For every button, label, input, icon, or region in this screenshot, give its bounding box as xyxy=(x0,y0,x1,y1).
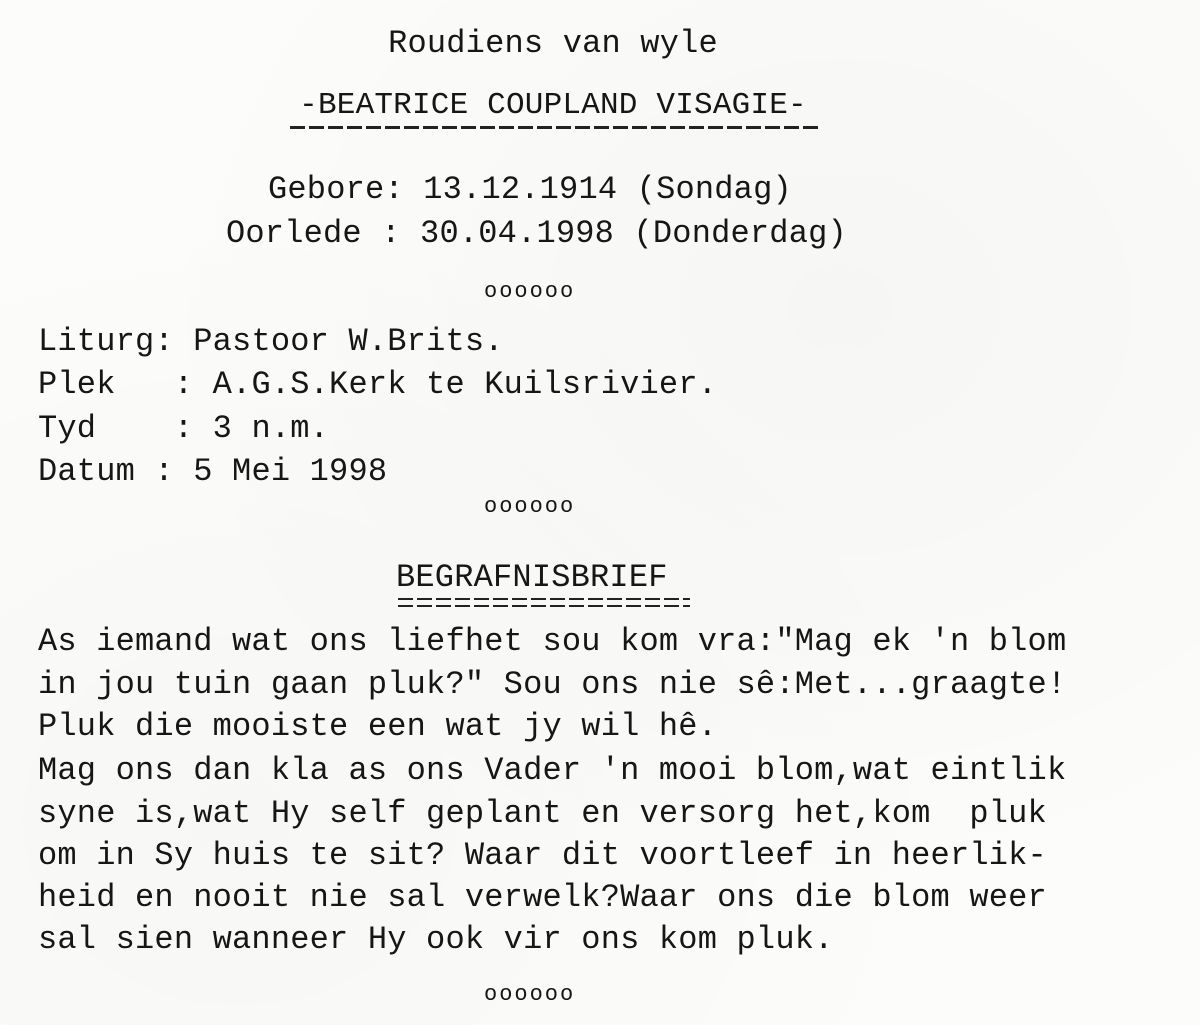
letter-line-8: sal sien wanneer Hy ook vir ons kom pluk. xyxy=(38,921,834,958)
time-value: 3 n.m. xyxy=(212,410,330,447)
died-value: 30.04.1998 (Donderdag) xyxy=(420,215,847,252)
died-label: Oorlede : xyxy=(226,215,401,252)
letter-line-2: in jou tuin gaan pluk?" Sou ons nie sê:Met...graagte! xyxy=(38,666,1067,703)
liturgist-label: Liturg: xyxy=(38,323,174,360)
service-row-place xyxy=(38,365,717,405)
died-row xyxy=(226,214,847,254)
born-label: Gebore: xyxy=(268,171,404,208)
service-row-liturgist xyxy=(38,322,504,362)
deceased-name: -BEATRICE COUPLAND VISAGIE- xyxy=(299,88,807,123)
name-underline xyxy=(290,126,820,129)
letter-line-3: Pluk die mooiste een wat jy wil hê. xyxy=(38,708,718,745)
born-row xyxy=(268,170,792,210)
letter-line-7: heid en nooit nie sal verwelk?Waar ons die blom weer xyxy=(38,879,1047,916)
place-value: A.G.S.Kerk te Kuilsrivier. xyxy=(212,366,718,403)
letter-line-5: syne is,wat Hy self geplant en versorg het,kom pluk xyxy=(38,795,1047,832)
born-value: 13.12.1914 (Sondag) xyxy=(423,171,792,208)
place-label: Plek : xyxy=(38,366,194,403)
ornament-divider-1: oooooo xyxy=(484,279,576,304)
liturgist-value: Pastoor W.Brits. xyxy=(193,323,504,360)
letter-heading: BEGRAFNISBRIEF xyxy=(396,559,668,596)
time-label: Tyd : xyxy=(38,410,194,447)
date-label: Datum : xyxy=(38,453,174,490)
date-value: 5 Mei 1998 xyxy=(193,453,388,490)
service-row-date xyxy=(38,452,387,492)
ornament-divider-2: oooooo xyxy=(484,494,576,519)
letter-line-1: As iemand wat ons liefhet sou kom vra:"Mag ek 'n blom xyxy=(38,623,1067,660)
service-row-time xyxy=(38,409,329,449)
notice-title: Roudiens van wyle xyxy=(388,25,718,62)
letter-line-4: Mag ons dan kla as ons Vader 'n mooi blom,wat eintlik xyxy=(38,752,1067,789)
letter-heading-underline xyxy=(398,596,690,607)
letter-line-6: om in Sy huis te sit? Waar dit voortleef in heerlik- xyxy=(38,837,1047,874)
ornament-divider-3: oooooo xyxy=(484,982,576,1007)
